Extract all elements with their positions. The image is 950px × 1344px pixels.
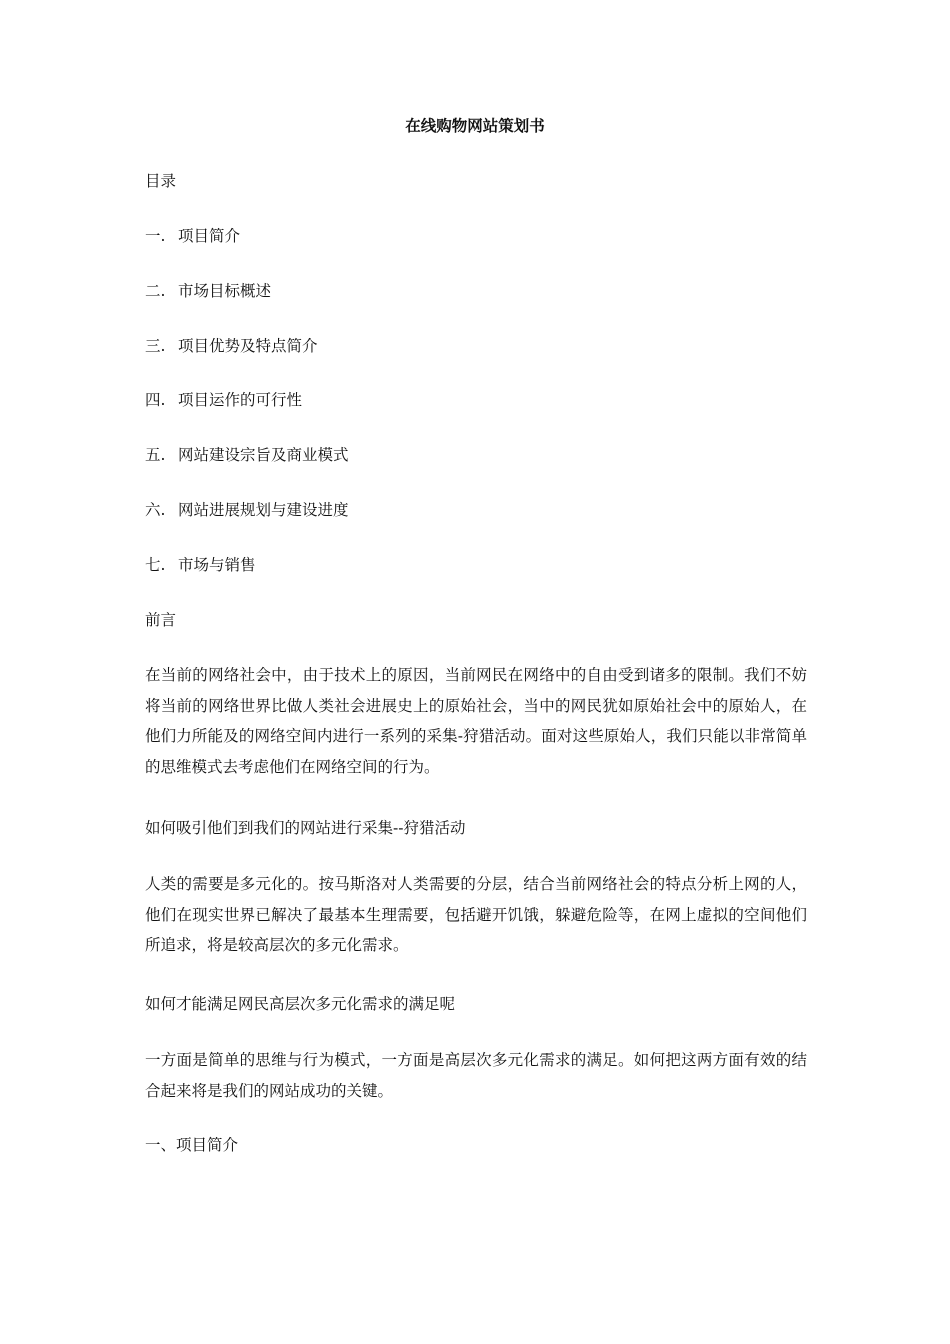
toc-item-text: 网站建设宗旨及商业模式 [178, 446, 349, 464]
toc-item-number: 四. [145, 391, 166, 409]
preface-heading: 前言 [145, 611, 177, 629]
toc-item-text: 市场与销售 [178, 556, 256, 574]
toc-item [145, 388, 805, 412]
toc-item-number: 七. [145, 556, 166, 574]
paragraph: 一方面是简单的思维与行为模式，一方面是高层次多元化需求的满足。如何把这两方面有效的结合起来将是我们的网站成功的关键。 [145, 1051, 807, 1100]
toc-item [145, 553, 805, 577]
document-title: 在线购物网站策划书 [405, 116, 545, 135]
toc-heading: 目录 [145, 172, 177, 190]
toc-item-number: 六. [145, 501, 166, 519]
paragraph: 在当前的网络社会中，由于技术上的原因，当前网民在网络中的自由受到诸多的限制。我们不妨将当前的网络世界比做人类社会进展史上的原始社会，当中的网民犹如原始社会中的原始人，在他们力所能及的网络空间内进行一系列的采集-狩猎活动。面对这些原始人，我们只能以非常简单的思维模式去考虑他们在网络空间的行为。 [145, 666, 807, 776]
toc-item-text: 项目运作的可行性 [178, 391, 303, 409]
toc-item [145, 334, 805, 358]
toc-item [145, 224, 805, 248]
question-heading: 如何吸引他们到我们的网站进行采集--狩猎活动 [145, 819, 466, 837]
paragraph: 人类的需要是多元化的。按马斯洛对人类需要的分层，结合当前网络社会的特点分析上网的人，他们在现实世界已解决了最基本生理需要，包括避开饥饿，躲避危险等，在网上虚拟的空间他们所追求，将是较高层次的多元化需求。 [145, 875, 807, 954]
toc-item-number: 二. [145, 282, 166, 300]
toc-item [145, 443, 805, 467]
toc-item-number: 一. [145, 227, 166, 245]
toc-item-text: 项目优势及特点简介 [178, 337, 318, 355]
question-heading: 如何才能满足网民高层次多元化需求的满足呢 [145, 995, 456, 1013]
toc-item [145, 279, 805, 303]
toc-item-number: 三. [145, 337, 166, 355]
toc-item-number: 五. [145, 446, 166, 464]
section-heading: 一、项目简介 [145, 1136, 239, 1154]
toc-item-text: 网站进展规划与建设进度 [178, 501, 349, 519]
toc-item-text: 项目简介 [178, 227, 241, 245]
toc-item-text: 市场目标概述 [178, 282, 272, 300]
toc-item [145, 498, 805, 522]
